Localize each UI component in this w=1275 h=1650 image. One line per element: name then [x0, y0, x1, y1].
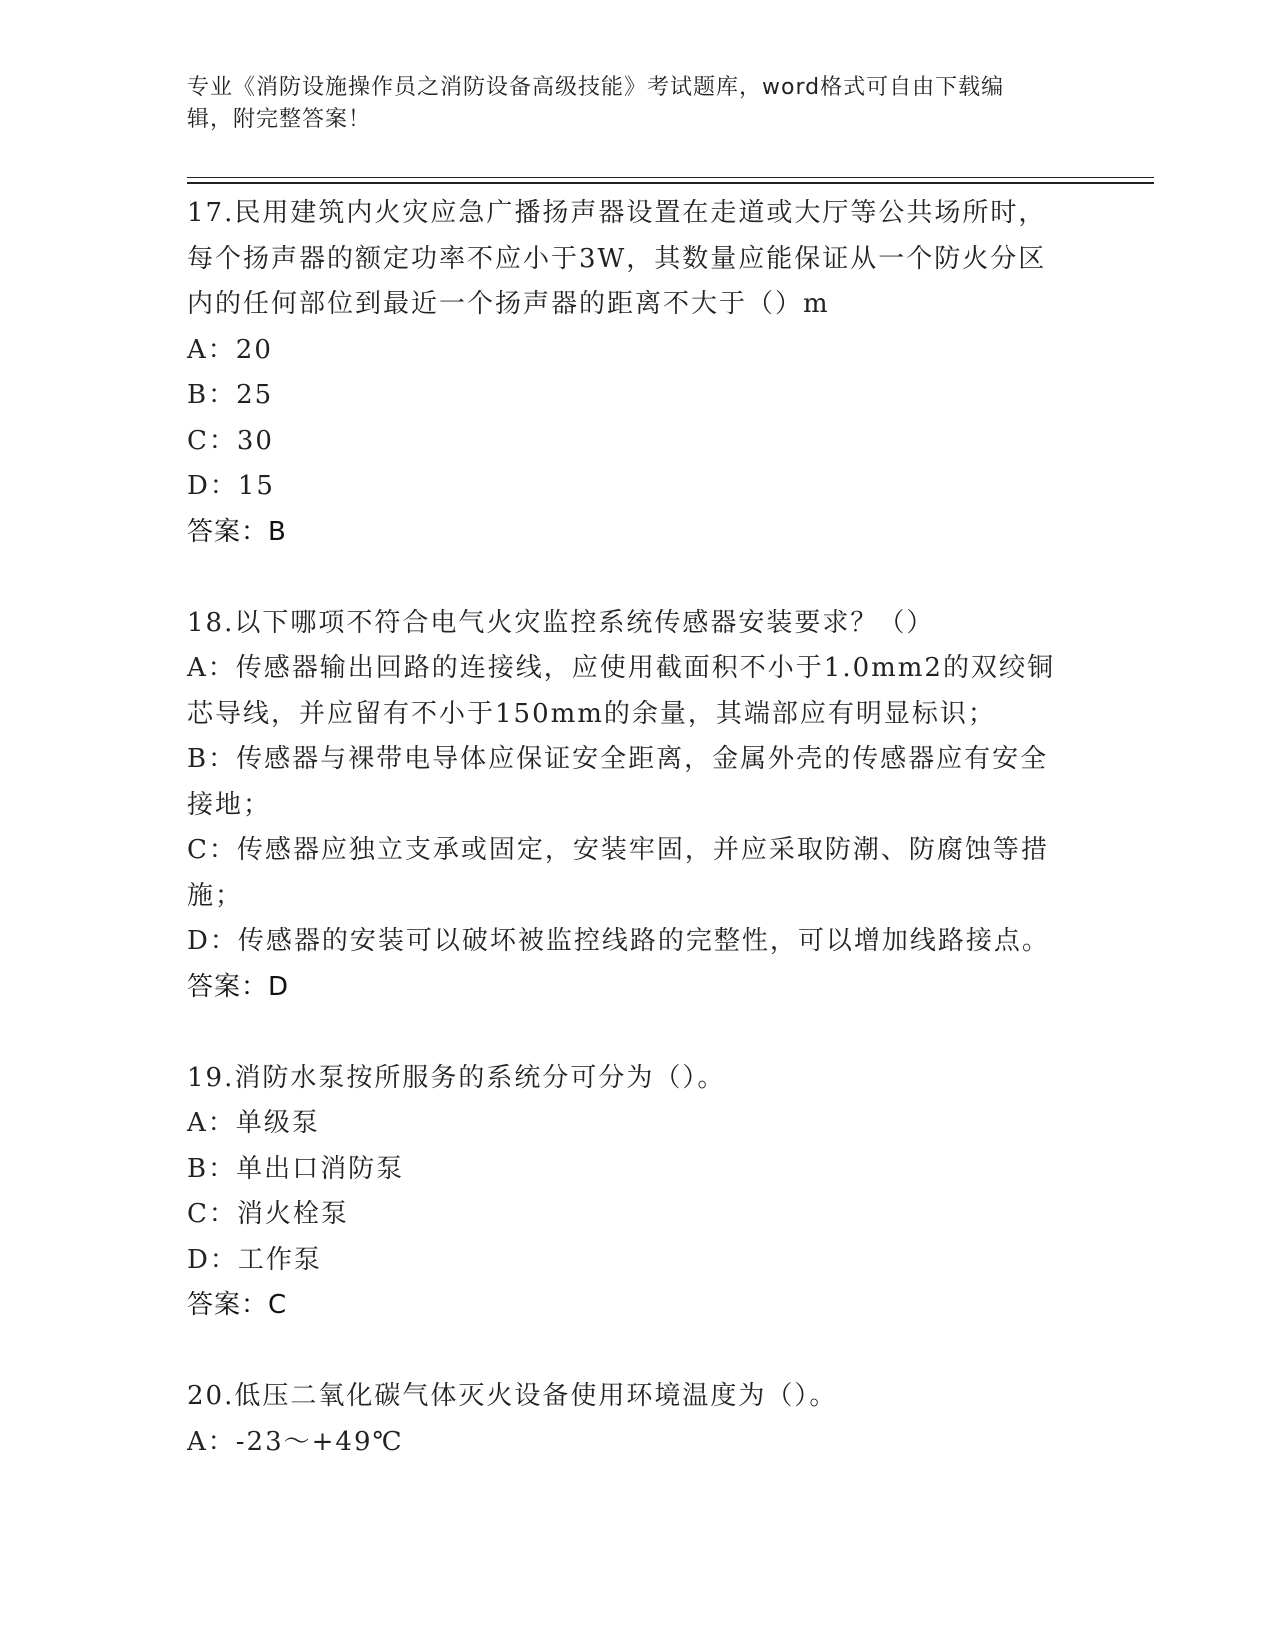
option-line: A：-23～+49℃: [187, 1426, 404, 1457]
question-spacer: [187, 1010, 1087, 1056]
answer-line: 答案：D: [187, 971, 290, 1002]
option-line: B：25: [187, 380, 274, 410]
question-spacer: [187, 555, 1087, 601]
question-text-line: 20.低压二氧化碳气体灭火设备使用环境温度为（）。: [187, 1381, 838, 1411]
option-line: D：15: [187, 471, 275, 501]
option-line: 接地；: [187, 789, 272, 820]
option-line: 芯导线，并应留有不小于150mm的余量，其端部应有明显标识；: [187, 698, 996, 729]
question-spacer: [187, 1329, 1087, 1375]
option-line: C：30: [187, 425, 274, 456]
question-block: [187, 191, 1087, 601]
option-line: B：单出口消防泵: [187, 1153, 405, 1184]
option-line: A：单级泵: [187, 1108, 320, 1138]
question-text-line: 18.以下哪项不符合电气火灾监控系统传感器安装要求？（）: [187, 607, 935, 638]
answer-line: 答案：C: [187, 1290, 288, 1320]
question-list: [187, 191, 1087, 1465]
option-line: C：传感器应独立支承或固定，安装牢固，并应采取防潮、防腐蚀等措: [187, 835, 1049, 865]
document-header: [187, 72, 1067, 136]
option-line: D：工作泵: [187, 1244, 322, 1275]
option-line: D：传感器的安装可以破坏被监控线路的完整性，可以增加线路接点。: [187, 926, 1050, 956]
header-line-1: 专业《消防设施操作员之消防设备高级技能》考试题库，word格式可自由下载编: [187, 75, 1005, 100]
option-line: C：消火栓泵: [187, 1199, 349, 1229]
answer-line: 答案：B: [187, 516, 287, 547]
option-line: B：传感器与裸带电导体应保证安全距离，金属外壳的传感器应有安全: [187, 744, 1049, 774]
question-block: [187, 601, 1087, 1056]
question-block: [187, 1056, 1087, 1375]
question-block: [187, 1374, 1087, 1465]
header-divider-thin: [187, 177, 1154, 178]
question-text-line: 17.民用建筑内火灾应急广播扬声器设置在走道或大厅等公共场所时，: [187, 198, 1047, 228]
option-line: 施；: [187, 880, 244, 911]
question-text-line: 19.消防水泵按所服务的系统分可分为（）。: [187, 1062, 726, 1093]
option-line: A：20: [187, 334, 273, 365]
question-text-line: 内的任何部位到最近一个扬声器的距离不大于（）m: [187, 289, 830, 319]
header-line-2: 辑，附完整答案！: [187, 107, 372, 132]
header-divider-thick: [187, 182, 1154, 184]
question-text-line: 每个扬声器的额定功率不应小于3W，其数量应能保证从一个防火分区: [187, 243, 1047, 274]
option-line: A：传感器输出回路的连接线，应使用截面积不小于1.0mm2的双绞铜: [187, 653, 1055, 683]
